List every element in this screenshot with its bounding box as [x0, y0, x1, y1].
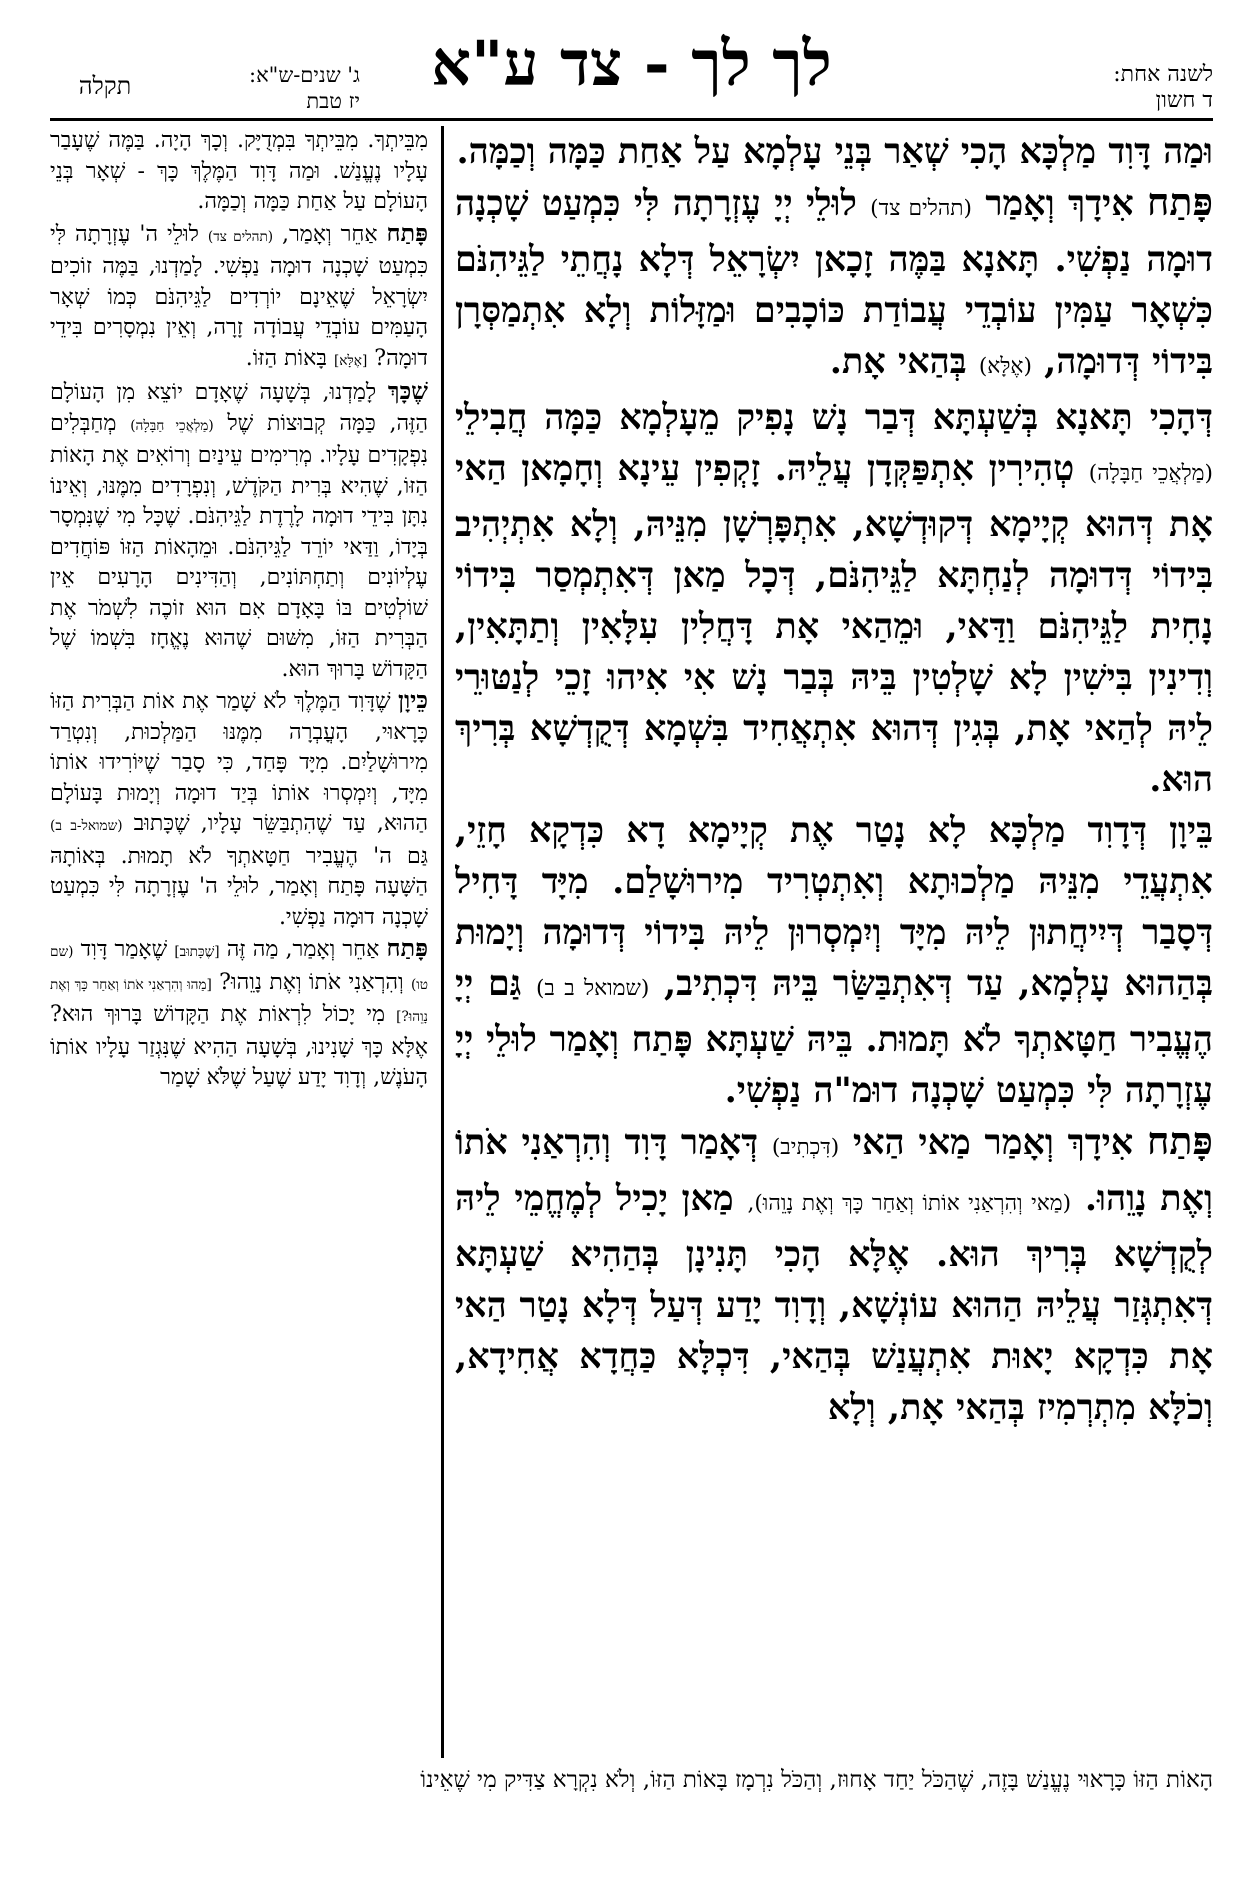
- three-year-date: יז טבת: [306, 89, 360, 113]
- paragraph-lead-word: פָּתַח: [386, 934, 428, 962]
- translation-paragraph: [50, 126, 428, 218]
- translation-text: וְהִרְאַנִי אֹתוֹ וְאֶת נָוֵהוּ?: [211, 969, 411, 995]
- page-header: [50, 18, 1213, 121]
- translation-text: שֶׁדָּוִד הַמֶּלֶךְ לֹא שָׁמַר אֶת אוֹת הַבְּרִית הַזּוֹ כָּרָאוּי, הָעֳבְרָה מִמֶּנּוּ הַמַּלְכוּת, וְנִטְרַד מִירוּשָׁלַיִם. מִיָּד פָּחַד, כִּי סָבַר שֶׁיּוֹרִידוּ אוֹתוֹ מִיָּד, וְיִמְסְרוּ אוֹתוֹ בְּיַד דוּמָה וְיָמוּת בָּעוֹלָם הַהוּא, עַד שֶׁהִתְבַּשֵּׂר עָלָיו, שֶׁכָּתוּב: [50, 689, 428, 836]
- main-text: וּמַה דָּוִד מַלְכָּא הָכִי שְׁאַר בְּנֵי עָלְמָא עַל אַחַת כַּמָּה וְכַמָּה.: [456, 131, 1213, 172]
- one-year-date: ד חשון: [1155, 88, 1213, 113]
- source-reference: (תהלים צד): [207, 228, 274, 245]
- translation-paragraph: [50, 376, 428, 685]
- main-paragraph: [455, 392, 1213, 805]
- paragraph-lead-word: פָּתַח: [1147, 180, 1213, 224]
- translation-text: לָמַדְנוּ, בְּשָׁעָה שֶׁאָדָם יוֹצֵא מִן הָעוֹלָם הַזֶּה, כַּמָּה קְבוּצוֹת שֶׁל: [50, 380, 428, 436]
- column-divider: [441, 126, 444, 1758]
- main-text: אִידָךְ וְאָמַר: [972, 183, 1148, 224]
- main-text: דְּאָמַר דָּוִד וְהִרְאַנִי אֹתוֹ וְאֶת נָוֵהוּ.: [455, 1122, 1213, 1219]
- main-paragraph: [455, 126, 1213, 177]
- one-year-schedule: [1033, 62, 1213, 114]
- main-text: טְהִירִין אִתְפַּקְּדָן עֲלֵיהּ. זָקְפִין עֵינָא וְחָמָאן הַאי אָת דְּהוּא קְיָימָא דְּקוּדְשָׁא, אִתְפָּרְשָׁן מִנֵּיהּ, וְלָא אִתְיְהִיב בִּידוֹי דְּדוּמָה לְנַחְתָּא לַגֵּיהִנֹּם, דְּכָל מַאן דְּאִתְמְסַר בִּידוֹי נָחִית לַגֵּיהִנֹּם וַדַּאי, וּמֵהַאי אָת דָּחֲלִין עִלָּאִין וְתַתָּאִין, וְדִינִין בִּישִׁין לָא שָׁלְטִין בֵּיהּ בְּבַר נָשׁ אִי אִיהוּ זָכֵי לְנַטּוּרֵי לֵיהּ לְהַאי אָת, בְּגִין דְּהוּא אִתְאֲחִיד בִּשְׁמָא דְּקֻדְשָׁא בְּרִיךְ הוּא.: [455, 448, 1213, 800]
- textual-note: [מַהוּ וְהִרְאַנִי אֹתוֹ וְאַחַר כָּךְ וְאֶת נָוֵהוּ?]: [50, 976, 428, 1025]
- source-reference: (תהלים צד): [870, 196, 972, 221]
- textual-note: [אֶלָּא]: [333, 352, 368, 369]
- translation-text: מִי יָכוֹל לִרְאוֹת אֶת הַקָּדוֹשׁ בָּרוּךְ הוּא? אֶלָּא כָּךְ שָׁנִינוּ, בְּשָׁעָה הַהִיא שֶׁנִּגְזַר עָלָיו אוֹתוֹ הָעֹנֶשׁ, וְדָוִד יָדַע שֶׁעַל שֶׁלֹּא שָׁמַר: [50, 1002, 428, 1090]
- source-reference: (שם טו): [50, 944, 428, 993]
- translation-text: גַּם ה' הֶעֱבִיר חַטָּאתְךָ לֹא תָמוּת. בְּאוֹתָהּ הַשָּׁעָה פָּתַח וְאָמַר, לוּלֵי ה' עֶזְרָתָה לִּי כִּמְעַט שָׁכְנָה דוּמָה נַפְשִׁי.: [50, 843, 428, 930]
- paragraph-lead-word: כֵּיוָן: [398, 686, 428, 714]
- main-text: אִידָךְ וְאָמַר מַאי הַאי: [839, 1122, 1148, 1163]
- textual-note: (מַאי וְהִרְאַנִי אוֹתוֹ וְאַחַר כָּךְ וְאֶת נָוֵהוּ),: [747, 1191, 1072, 1216]
- main-text: לוּלֵי יְיָ עֶזְרָתָה לִּי כִּמְעַט שָׁכְנָה דוּמָה נַפְשִׁי. תָּאנָא בַּמֶּה זָכָאן יִשְׂרָאֵל דְּלָא נָחֲתֵי לַגֵּיהִנֹּם כִּשְׁאָר עַמִּין עוֹבְדֵי עֲבוֹדַת כּוֹכָבִים וּמַזָּלוֹת וְלָא אִתְמַסְּרָן בִּידוֹי דְּדוּמָה,: [455, 183, 1213, 382]
- main-text: דְּהָכִי תָּאנָא בְּשַׁעְתָּא דְּבַר נָשׁ נָפִיק מֵעָלְמָא כַּמָּה חֲבִילֵי: [455, 397, 1213, 438]
- main-text: בֵּיוָן דְּדָוִד מַלְכָּא לָא נָטַר אֶת קְיָימָא דָא כִּדְקָא חָזֵי, אִתְעֲדֵי מִנֵּיהּ מַלְכוּתָא וְאִתְטְרִיד מִירוּשָׁלַם. מִיָּד דָּחִיל דְּסָבַר דְּיִיחֲתוּן לֵיהּ מִיָּד וְיִמְסְרוּן לֵיהּ בִּידוֹי דְּדוּמָה וְיָמוּת בְּהַהוּא עָלְמָא, עַד דְּאִתְבַּשַּׂר בֵּיהּ דִּכְתִיב,: [455, 810, 1213, 1004]
- prayer-label: תקלה: [78, 72, 132, 100]
- translation-text: אַחֵר וְאָמַר,: [273, 221, 387, 247]
- one-year-label: לשנה אחת:: [1113, 62, 1213, 87]
- translation-text: לוּלֵי ה' עֶזְרָתָה לִּי כִּמְעַט שָׁכְנָה דוּמָה נַפְשִׁי. לָמַדְנוּ, בַּמֶּה זוֹכִים יִשְׂרָאֵל שֶׁאֵינָם יוֹרְדִים לַגֵּיהִנֹּם כְּמוֹ שְׁאָר הָעַמִּים עוֹבְדֵי עֲבוֹדָה זָרָה, וְאֵין נִמְסָרִים בִּידֵי דוּמָה?: [50, 221, 428, 371]
- textual-note: (מַלְאֲכֵי חַבָּלָה): [130, 417, 214, 434]
- translation-text: אַחֵר וְאָמַר, מַה זֶּה: [219, 937, 387, 962]
- main-paragraph: [455, 1116, 1213, 1433]
- three-year-label: ג' שנים-ש"א:: [249, 63, 360, 87]
- main-text: בְּהַאי אָת.: [829, 341, 979, 382]
- translation-paragraph: [50, 218, 428, 377]
- main-paragraph: [455, 177, 1213, 392]
- translation-paragraph: [50, 933, 428, 1094]
- page-title: לך לך - צד ע"א: [431, 27, 832, 100]
- textual-note: [שֶׁכָּתוּב]: [174, 944, 220, 960]
- paragraph-lead-word: פָּתַח: [1147, 1119, 1213, 1163]
- source-reference: (שמואל-ב ב): [50, 818, 123, 834]
- source-reference: (שמואל ב ב): [535, 976, 650, 1001]
- paragraph-lead-word: שֶׁכָּךְ: [387, 377, 428, 405]
- translation-text: שֶׁאָמַר דָּוִד: [73, 937, 175, 962]
- textual-note: (דִּכְתִיב): [771, 1135, 840, 1160]
- translation-text: מְחַבְּלִים נִפְקָדִים עָלָיו. מְרִימִים עֵינַיִם וְרוֹאִים אֶת הָאוֹת הַזּוֹ, שֶׁהִיא בְּרִית הַקֹּדֶשׁ, וְנִפְרָדִים מִמֶּנּוּ, וְאֵינוֹ נִתָּן בִּידֵי דוּמָה לָרֶדֶת לַגֵּיהִנֹּם. שֶׁכָּל מִי שֶׁנִּמְסָר בְּיָדוֹ, וַדַּאי יוֹרֵד לַגֵּיהִנֹּם. וּמֵהָאוֹת הַזּוֹ פּוֹחֲדִים עֶלְיוֹנִים וְתַחְתּוֹנִים, וְהַדִּינִים הָרָעִים אֵין שׁוֹלְטִים בּוֹ בָּאָדָם אִם הוּא זוֹכֶה לִשְׁמֹר אֶת הַבְּרִית הַזּוֹ, מִשּׁוּם שֶׁהוּא נֶאֱחָז בִּשְׁמוֹ שֶׁל הַקָּדוֹשׁ בָּרוּךְ הוּא.: [50, 410, 428, 682]
- translation-text: בָּאוֹת הַזּוֹ.: [245, 345, 334, 371]
- textual-note: (אֶלָּא): [978, 354, 1032, 379]
- continuation-line: הָאוֹת הַזּוֹ כָּרָאוּי נֶעֱנַשׁ בָּזֶה, שֶׁהַכֹּל יַחַד אָחוּז, וְהַכֹּל נִרְמָז בָּאוֹת הַזּוֹ, וְלֹא נִקְרָא צַדִּיק מִי שֶׁאֵינוֹ: [420, 1767, 1213, 1793]
- main-text-column: [455, 126, 1213, 1761]
- translation-column: [50, 126, 428, 1758]
- three-year-schedule: [160, 62, 360, 114]
- translation-text: מִבֵּיתְךָ. מִבֵּיתְךָ בִּמְדֻיָּק. וְכָךְ הָיָה. בַּמֶּה שֶׁעָבַר עָלָיו נֶעֱנַשׁ. וּמַה דָּוִד הַמֶּלֶךְ כָּךְ - שְׁאָר בְּנֵי הָעוֹלָם עַל אַחַת כַּמָּה וְכַמָּה.: [50, 128, 428, 214]
- textual-note: (מַלְאֲכֵי חַבָּלָה): [1088, 461, 1213, 486]
- main-paragraph: [455, 805, 1213, 1116]
- main-text: מַאן יָכִיל לְמֶחֱמֵי לֵיהּ לְקֻדְשָׁא בְּרִיךְ הוּא. אֶלָּא הָכִי תָּנִינָן בְּהַהִיא שַׁעְתָּא דְּאִתְגְּזַר עֲלֵיהּ הַהוּא עוֹנְשָׁא, וְדָוִד יָדַע דְּעַל דְּלָא נָטַר הַאי אָת כִּדְקָא יָאוּת אִתְעֲנַשׁ בְּהַאי, דִּכְלָּא כַּחֲדָא אֲחִידָא, וְכֹלָּא מִתְרְמִיז בְּהַאי אָת, וְלָא: [455, 1178, 1213, 1428]
- translation-paragraph: [50, 685, 428, 933]
- paragraph-lead-word: פָּתַח: [386, 218, 428, 247]
- main-text: גַּם יְיָ הֶעֱבִיר חַטָּאתְךָ לֹא תָּמוּת. בֵּיהּ שַׁעְתָּא פָּתַח וְאָמַר לוּלֵי יְיָ עֶזְרָתָה לִּי כִּמְעַט שָׁכְנָה דוּמ"ה נַפְשִׁי.: [455, 963, 1213, 1111]
